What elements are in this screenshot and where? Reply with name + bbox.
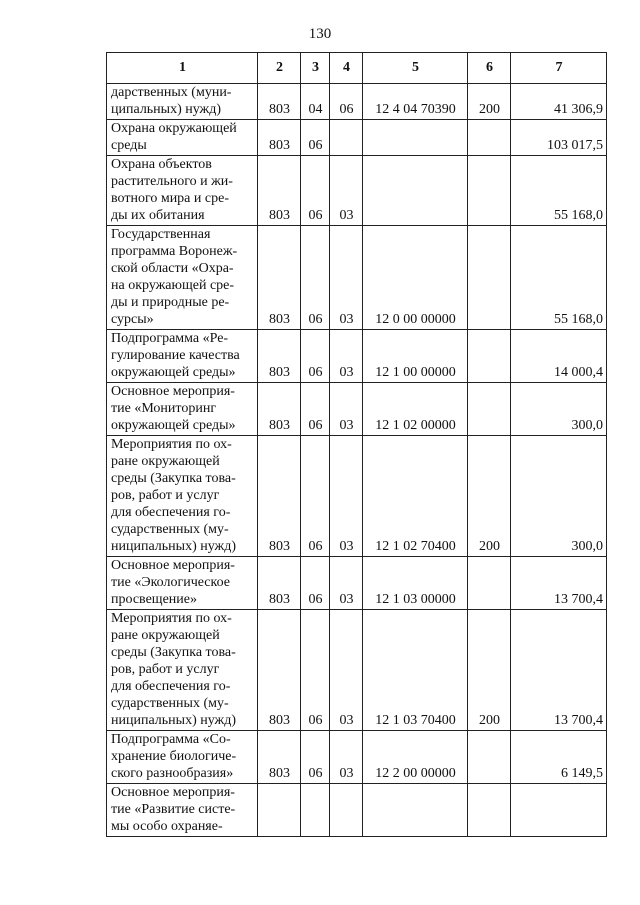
subsection-cell: 03 [330, 731, 363, 784]
target-article-cell: 12 1 00 00000 [363, 330, 468, 383]
subsection-cell: 03 [330, 330, 363, 383]
expense-type-cell [468, 156, 511, 226]
subsection-cell [330, 784, 363, 837]
expense-type-cell [468, 120, 511, 156]
row-name-cell: Мероприятия по ох- ране окружающей среды (Закупка това- ров, работ и услуг для обеспечения го- сударственных (му- ниципальных) нужд) [107, 436, 258, 557]
amount-cell: 6 149,5 [511, 731, 607, 784]
amount-cell: 300,0 [511, 436, 607, 557]
expense-type-cell: 200 [468, 84, 511, 120]
column-header: 6 [468, 53, 511, 84]
code-cell: 803 [258, 330, 301, 383]
expense-type-cell [468, 383, 511, 436]
target-article-cell: 12 1 02 00000 [363, 383, 468, 436]
table-body [107, 84, 607, 837]
section-cell [301, 784, 330, 837]
amount-cell: 103 017,5 [511, 120, 607, 156]
row-name-cell: Основное мероприя- тие «Экологическое просвещение» [107, 557, 258, 610]
row-name-cell: Охрана объектов растительного и жи- вотного мира и сре- ды их обитания [107, 156, 258, 226]
section-cell: 06 [301, 436, 330, 557]
row-name-cell: Государственная программа Воронеж- ской области «Охра- на окружающей сре- ды и природные ре- сурсы» [107, 226, 258, 330]
row-name-cell: Подпрограмма «Со- хранение биологиче- ского разнообразия» [107, 731, 258, 784]
table-row [107, 610, 607, 731]
amount-cell: 300,0 [511, 383, 607, 436]
target-article-cell: 12 2 00 00000 [363, 731, 468, 784]
table-row [107, 557, 607, 610]
code-cell: 803 [258, 557, 301, 610]
amount-cell: 14 000,4 [511, 330, 607, 383]
subsection-cell: 03 [330, 557, 363, 610]
table-row [107, 330, 607, 383]
code-cell: 803 [258, 120, 301, 156]
target-article-cell: 12 4 04 70390 [363, 84, 468, 120]
table-header-row [107, 53, 607, 84]
expense-type-cell [468, 226, 511, 330]
expense-type-cell [468, 330, 511, 383]
row-name-cell: Подпрограмма «Ре- гулирование качества окружающей среды» [107, 330, 258, 383]
expense-type-cell: 200 [468, 610, 511, 731]
code-cell: 803 [258, 731, 301, 784]
page-number: 130 [308, 26, 332, 42]
section-cell: 06 [301, 120, 330, 156]
table-row [107, 226, 607, 330]
section-cell: 04 [301, 84, 330, 120]
code-cell: 803 [258, 226, 301, 330]
amount-cell: 41 306,9 [511, 84, 607, 120]
code-cell: 803 [258, 383, 301, 436]
section-cell: 06 [301, 226, 330, 330]
table-row [107, 84, 607, 120]
target-article-cell: 12 1 03 00000 [363, 557, 468, 610]
column-header: 1 [107, 53, 258, 84]
subsection-cell: 03 [330, 383, 363, 436]
section-cell: 06 [301, 156, 330, 226]
section-cell: 06 [301, 557, 330, 610]
expense-type-cell [468, 784, 511, 837]
code-cell: 803 [258, 84, 301, 120]
row-name-cell: дарственных (муни- ципальных) нужд) [107, 84, 258, 120]
row-name-cell: Мероприятия по ох- ране окружающей среды (Закупка това- ров, работ и услуг для обеспечения го- сударственных (му- ниципальных) нужд) [107, 610, 258, 731]
table-row [107, 156, 607, 226]
table-row [107, 383, 607, 436]
expense-type-cell [468, 731, 511, 784]
code-cell: 803 [258, 436, 301, 557]
table-row [107, 784, 607, 837]
row-name-cell: Охрана окружающей среды [107, 120, 258, 156]
column-header: 4 [330, 53, 363, 84]
column-header: 7 [511, 53, 607, 84]
table-row [107, 731, 607, 784]
target-article-cell: 12 0 00 00000 [363, 226, 468, 330]
target-article-cell: 12 1 02 70400 [363, 436, 468, 557]
section-cell: 06 [301, 330, 330, 383]
table-row [107, 120, 607, 156]
amount-cell: 55 168,0 [511, 156, 607, 226]
table-row [107, 436, 607, 557]
subsection-cell: 03 [330, 610, 363, 731]
code-cell: 803 [258, 156, 301, 226]
amount-cell: 13 700,4 [511, 557, 607, 610]
amount-cell: 13 700,4 [511, 610, 607, 731]
row-name-cell: Основное мероприя- тие «Развитие систе- мы особо охраняе- [107, 784, 258, 837]
expense-type-cell: 200 [468, 436, 511, 557]
column-header: 5 [363, 53, 468, 84]
budget-table [106, 52, 607, 837]
subsection-cell: 03 [330, 226, 363, 330]
code-cell: 803 [258, 610, 301, 731]
subsection-cell: 03 [330, 436, 363, 557]
subsection-cell [330, 120, 363, 156]
target-article-cell [363, 120, 468, 156]
column-header: 2 [258, 53, 301, 84]
row-name-cell: Основное мероприя- тие «Мониторинг окружающей среды» [107, 383, 258, 436]
amount-cell: 55 168,0 [511, 226, 607, 330]
section-cell: 06 [301, 383, 330, 436]
expense-type-cell [468, 557, 511, 610]
target-article-cell [363, 156, 468, 226]
code-cell [258, 784, 301, 837]
subsection-cell: 06 [330, 84, 363, 120]
section-cell: 06 [301, 610, 330, 731]
subsection-cell: 03 [330, 156, 363, 226]
target-article-cell: 12 1 03 70400 [363, 610, 468, 731]
section-cell: 06 [301, 731, 330, 784]
target-article-cell [363, 784, 468, 837]
column-header: 3 [301, 53, 330, 84]
amount-cell [511, 784, 607, 837]
